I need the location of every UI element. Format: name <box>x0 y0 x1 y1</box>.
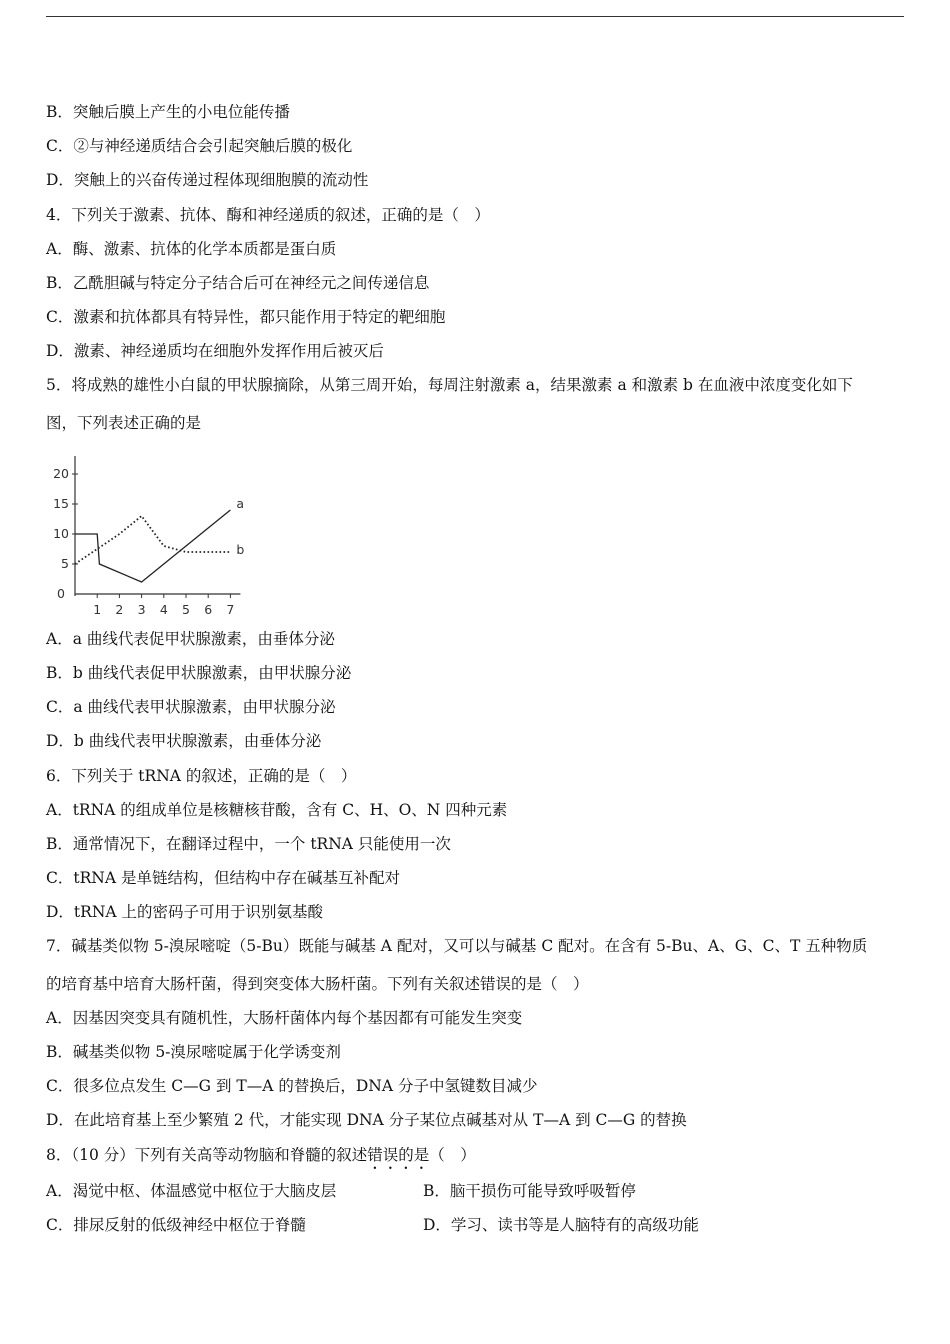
option-8c: C．排尿反射的低级神经中枢位于脊髓 <box>46 1216 306 1234</box>
hormone-chart <box>46 440 276 615</box>
option-5d: D．b 曲线代表甲状腺激素，由垂体分泌 <box>46 732 322 750</box>
series-label-b: b <box>236 542 245 557</box>
options-8-row1 <box>46 1181 636 1201</box>
question-8-paren: （ ） <box>429 1146 476 1164</box>
option-3c: C．②与神经递质结合会引起突触后膜的极化 <box>46 137 353 155</box>
x-tick-label: 2 <box>115 602 124 615</box>
option-7d: D．在此培育基上至少繁殖 2 代，才能实现 DNA 分子某位点碱基对从 T—A 到 C—G 的替换 <box>46 1111 687 1129</box>
question-8 <box>46 1145 476 1173</box>
header-rule <box>46 16 904 17</box>
y-tick-label: 5 <box>61 556 69 571</box>
option-3b: B．突触后膜上产生的小电位能传播 <box>46 103 290 121</box>
series-label-a: a <box>236 496 245 511</box>
x-tick-label: 5 <box>182 602 190 615</box>
option-6a: A．tRNA 的组成单位是核糖核苷酸，含有 C、H、O、N 四种元素 <box>46 801 508 819</box>
x-tick-label: 4 <box>159 602 168 615</box>
option-8b: B．脑干损伤可能导致呼吸暂停 <box>423 1182 636 1200</box>
x-tick-label: 7 <box>226 602 235 615</box>
option-5c: C．a 曲线代表甲状腺激素，由甲状腺分泌 <box>46 698 336 716</box>
y-tick-label: 20 <box>53 466 69 481</box>
option-5a: A．a 曲线代表促甲状腺激素，由垂体分泌 <box>46 630 335 648</box>
option-5b: B．b 曲线代表促甲状腺激素，由甲状腺分泌 <box>46 664 352 682</box>
question-8-emphasis: 错误的是 <box>367 1146 430 1164</box>
x-tick-label: 1 <box>93 602 102 615</box>
x-tick-label: 6 <box>204 602 213 615</box>
question-5-cont: 图，下列表述正确的是 <box>46 414 202 432</box>
x-tick-label: 3 <box>137 602 146 615</box>
option-3d: D．突触上的兴奋传递过程体现细胞膜的流动性 <box>46 171 369 189</box>
series-line-a <box>75 510 230 582</box>
options-8-row2 <box>46 1215 699 1235</box>
option-4c: C．激素和抗体都具有特异性，都只能作用于特定的靶细胞 <box>46 308 446 326</box>
question-6: 6．下列关于 tRNA 的叙述，正确的是（ ） <box>46 767 357 785</box>
question-4: 4．下列关于激素、抗体、酶和神经递质的叙述，正确的是（ ） <box>46 206 490 224</box>
question-7-cont: 的培育基中培育大肠杆菌，得到突变体大肠杆菌。下列有关叙述错误的是（ ） <box>46 975 589 993</box>
question-7: 7．碱基类似物 5-溴尿嘧啶（5-Bu）既能与碱基 A 配对，又可以与碱基 C 配对。在含有 5-Bu、A、G、C、T 五种物质 <box>46 937 868 955</box>
option-4d: D．激素、神经递质均在细胞外发挥作用后被灭后 <box>46 342 384 360</box>
y-tick-label: 10 <box>53 526 69 541</box>
option-8d: D．学习、读书等是人脑特有的高级功能 <box>423 1216 699 1234</box>
option-8a: A．渴觉中枢、体温感觉中枢位于大脑皮层 <box>46 1182 337 1200</box>
y-tick-label: 15 <box>53 496 69 511</box>
option-4b: B．乙酰胆碱与特定分子结合后可在神经元之间传递信息 <box>46 274 430 292</box>
origin-label: 0 <box>57 586 65 601</box>
question-8-stem: 8．（10 分）下列有关高等动物脑和脊髓的叙述 <box>46 1146 368 1164</box>
option-7a: A．因基因突变具有随机性，大肠杆菌体内每个基因都有可能发生突变 <box>46 1009 523 1027</box>
option-7c: C．很多位点发生 C—G 到 T—A 的替换后，DNA 分子中氢键数目减少 <box>46 1077 538 1095</box>
option-6d: D．tRNA 上的密码子可用于识别氨基酸 <box>46 903 324 921</box>
option-6b: B．通常情况下，在翻译过程中，一个 tRNA 只能使用一次 <box>46 835 451 853</box>
option-6c: C．tRNA 是单链结构，但结构中存在碱基互补配对 <box>46 869 400 887</box>
option-7b: B．碱基类似物 5-溴尿嘧啶属于化学诱变剂 <box>46 1043 341 1061</box>
question-5: 5．将成熟的雄性小白鼠的甲状腺摘除，从第三周开始，每周注射激素 a，结果激素 a 和激素 b 在血液中浓度变化如下 <box>46 376 853 394</box>
option-4a: A．酶、激素、抗体的化学本质都是蛋白质 <box>46 240 337 258</box>
